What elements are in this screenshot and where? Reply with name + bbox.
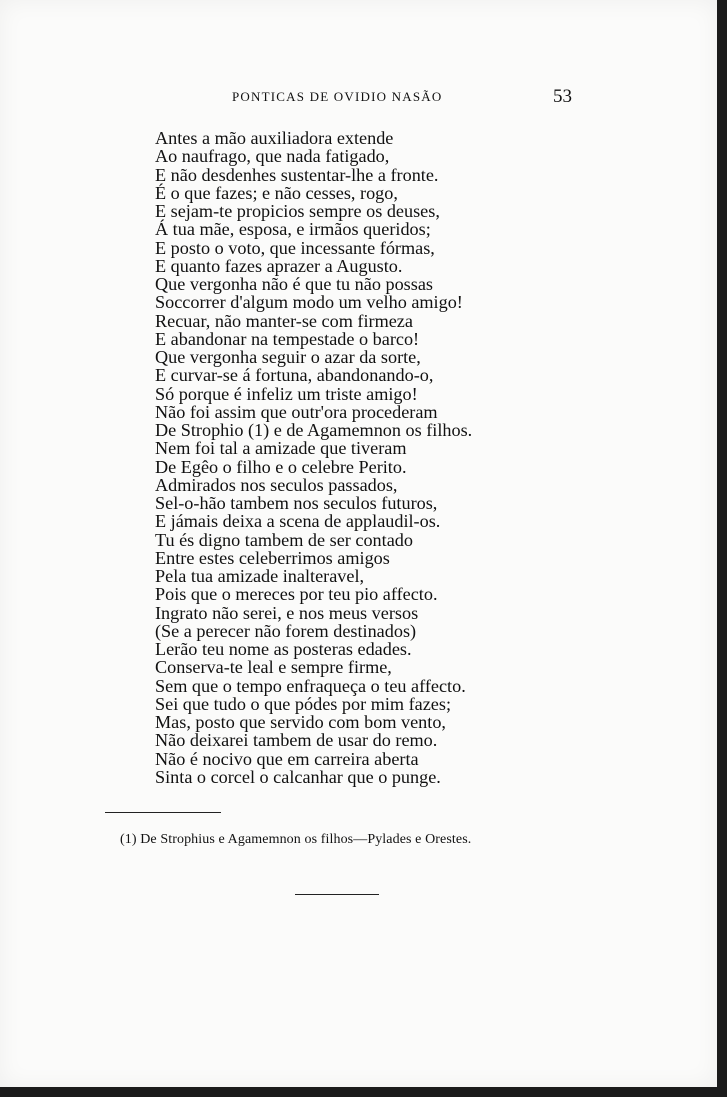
poem-line: Pela tua amizade inalteravel, [155, 566, 365, 586]
footnote-divider [105, 812, 221, 813]
poem-line: Não é nocivo que em carreira aberta [155, 748, 419, 769]
poem-line: (Se a perecer não forem destinados) [155, 620, 417, 641]
footnote: (1) De Strophius e Agamemnon os filhos—Pylades e Orestes. [120, 832, 472, 847]
running-head: PONTICAS DE OVIDIO NASÃO [232, 89, 443, 104]
poem-line: Tu és digno tambem de ser contado [155, 529, 413, 550]
poem-line: Mas, posto que servido com bom vento, [155, 712, 446, 732]
end-divider [295, 894, 379, 895]
poem-line: Nem foi tal a amizade que tiveram [155, 438, 407, 459]
poem-line: Ao naufrago, que nada fatigado, [155, 146, 390, 167]
poem-line: E jámais deixa a scena de applaudil-os. [155, 511, 441, 532]
poem-line: Que vergonha não é que tu não possas [155, 274, 433, 294]
poem-line: E curvar-se á fortuna, abandonando-o, [155, 365, 434, 386]
poem-line: E abandonar na tempestade o barco! [155, 328, 420, 349]
poem-line: E quanto fazes aprazer a Augusto. [155, 255, 403, 276]
poem-line: Admirados nos seculos passados, [155, 474, 398, 495]
page-number: 53 [553, 86, 572, 107]
poem-line: Conserva-te leal e sempre firme, [155, 657, 392, 678]
poem-line: Não deixarei tambem de usar do remo. [155, 730, 438, 751]
poem-line: Pois que o mereces por teu pio affecto. [155, 584, 438, 605]
poem-line: E posto o voto, que incessante fórmas, [155, 237, 435, 258]
poem-line: Á tua mãe, esposa, e irmãos queridos; [155, 219, 431, 240]
poem-line: Antes a mão auxiliadora extende [155, 128, 394, 148]
poem-line: Sinta o corcel o calcanhar que o punge. [155, 766, 441, 787]
poem-line: Não foi assim que outr'ora procederam [155, 401, 438, 422]
poem-line: E sejam-te propicios sempre os deuses, [155, 201, 440, 221]
poem-line: Sem que o tempo enfraqueça o teu affecto. [155, 675, 466, 696]
scan-edge-right [717, 0, 727, 1097]
scan-edge-bottom [0, 1087, 727, 1097]
poem-line: De Strophio (1) e de Agamemnon os filhos. [155, 420, 473, 440]
poem-line: Só porque é infeliz um triste amigo! [155, 383, 418, 404]
poem-line: Soccorrer d'algum modo um velho amigo! [155, 292, 463, 313]
poem-line: Entre estes celeberrimos amigos [155, 547, 390, 568]
poem-body [155, 129, 472, 786]
poem-line: Que vergonha seguir o azar da sorte, [155, 347, 421, 367]
poem-line: De Egêo o filho e o celebre Perito. [155, 456, 407, 477]
poem-line: Ingrato não serei, e nos meus versos [155, 602, 419, 623]
poem-line: Lerão teu nome as posteras edades. [155, 639, 412, 659]
poem-line: E não desdenhes sustentar-lhe a fronte. [155, 164, 439, 185]
poem-line: Recuar, não manter-se com firmeza [155, 310, 413, 331]
poem-line: Sel-o-hão tambem nos seculos futuros, [155, 493, 438, 513]
poem-line: Sei que tudo o que pódes por mim fazes; [155, 693, 451, 714]
poem-line: É o que fazes; e não cesses, rogo, [155, 182, 398, 203]
